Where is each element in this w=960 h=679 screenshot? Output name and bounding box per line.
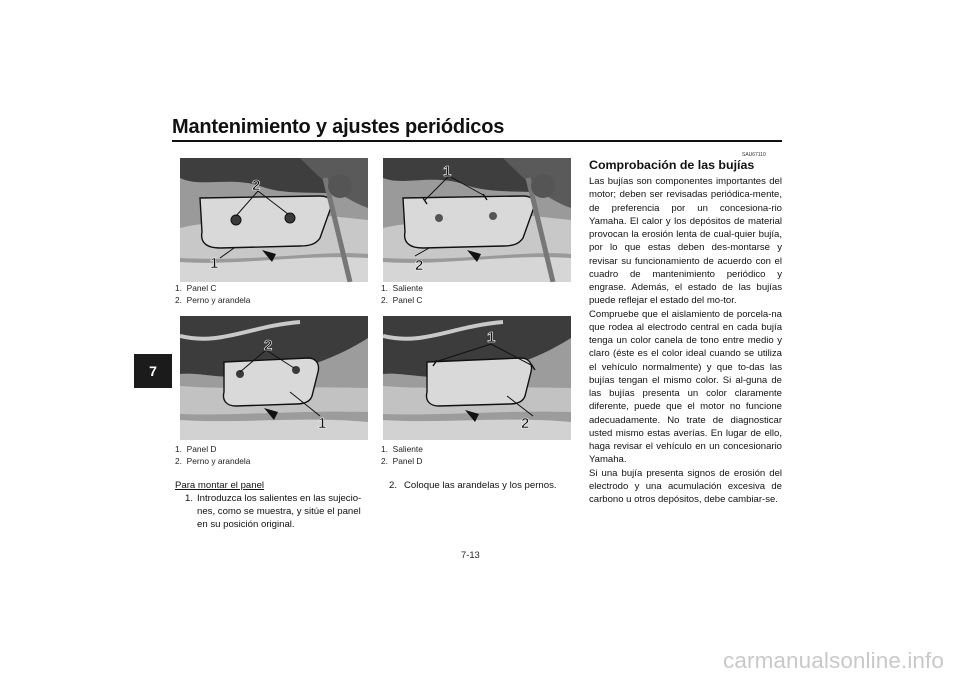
- page-title: Mantenimiento y ajustes periódicos: [172, 116, 505, 138]
- body-paragraph: Compruebe que el aislamiento de porcela-na que rodea al electrodo central en cada bujía tenga un color canela de tono entre medio y claro (éste es el color ideal cuando se utiliza el vehículo normalmente) y que to-das las bujías tengan el mismo color. Si al-guna de las bujías presenta un color claramente diferente, puede que el motor no funcione adecuadamente. No trate de diagnosticar usted mismo estas averías. En lugar de ello, haga revisar el vehículo en un concesionario Yamaha.: [589, 308, 782, 466]
- figure-panel-d-tabs: [383, 316, 571, 440]
- figure-callout: 1: [210, 255, 219, 272]
- figure-panel-d-bolts: [180, 316, 368, 440]
- figure-callout: 2: [252, 177, 261, 194]
- page-number: 7-13: [461, 549, 480, 560]
- figure-panel-c-bolts: [180, 158, 368, 282]
- figure-panel-c-tabs: [383, 158, 571, 282]
- figure-callout: 2: [415, 257, 424, 274]
- watermark: carmanualsonline.info: [723, 648, 944, 673]
- section-body: [589, 175, 782, 506]
- body-paragraph: Las bujías son componentes importantes del motor; deben ser revisadas periódica-mente, de preferencia por un concesiona-rio Yamaha. El calor y los depósitos de material provocan la erosión lenta de cual-quier bujía, por lo que estas deben des-montarse y revisar su funcionamiento de acuerdo con el cuadro de mantenimiento periódico y engrase. Además, el estado de las bujías puede reflejar el estado del mo-tor.: [589, 176, 782, 307]
- figure-callout: 2: [264, 337, 273, 354]
- section-code: SAU67110: [742, 152, 766, 158]
- install-instructions: [175, 479, 368, 531]
- figure-callout: 1: [318, 415, 327, 432]
- section-heading: Comprobación de las bujías: [589, 158, 755, 172]
- figure-caption: 1. Saliente 2. Panel D: [381, 444, 423, 466]
- figure-callout: 1: [443, 163, 452, 180]
- figure-callout: 1: [487, 329, 496, 346]
- instruction-step: 2. Coloque las arandelas y los pernos.: [389, 480, 557, 491]
- title-rule: [172, 140, 782, 142]
- figure-caption: 1. Panel C 2. Perno y arandela: [175, 283, 251, 305]
- figure-callout: 2: [521, 415, 530, 432]
- figure-caption: 1. Panel D 2. Perno y arandela: [175, 444, 251, 466]
- instructions-heading: Para montar el panel: [175, 480, 265, 491]
- instruction-step: 1. Introduzca los salientes en las sujecio-nes, como se muestra, y sitúe el panel en su posición original.: [185, 493, 362, 530]
- chapter-tab: 7: [134, 354, 172, 388]
- body-paragraph: Si una bujía presenta signos de erosión del electrodo y una acumulación excesiva de carbono u otros depósitos, debe cambiar-se.: [589, 467, 782, 505]
- figure-caption: 1. Saliente 2. Panel C: [381, 283, 423, 305]
